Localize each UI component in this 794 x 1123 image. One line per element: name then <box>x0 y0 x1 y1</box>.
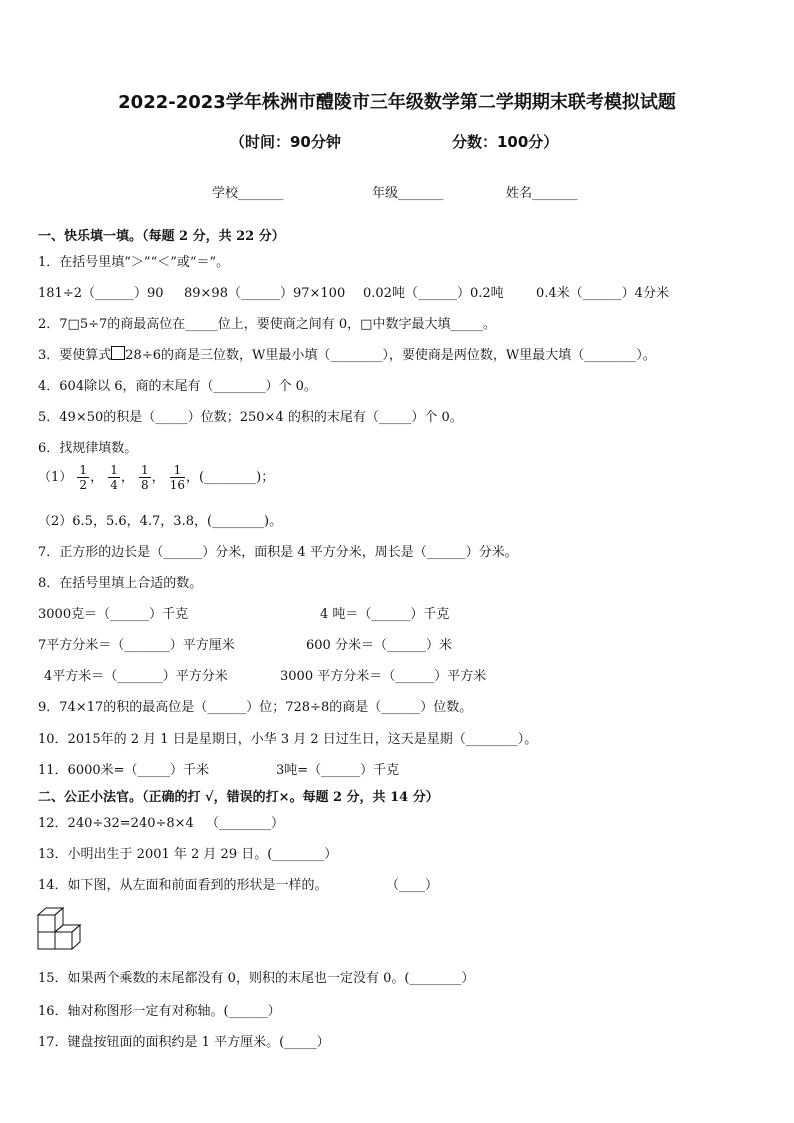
question-1: 1．在括号里填“＞”“＜”或“＝”。 <box>38 255 230 270</box>
question-14: 14．如下图，从左面和前面看到的形状是一样的。 <box>38 878 328 893</box>
q3-text-a: 3．要使算式 <box>38 348 112 363</box>
q8-item: 4 吨＝（______）千克 <box>320 607 450 622</box>
q3-text-b: 28÷6的商是三位数，W里最小填（________），要使商是两位数，W里最大填（________）。 <box>125 348 656 363</box>
q1-item: 0.4米（______）4分米 <box>536 286 669 301</box>
question-4: 4．604除以 6，商的末尾有（________）个 0。 <box>38 379 317 394</box>
question-11-a: 11．6000米=（_____）千米 <box>38 763 210 778</box>
question-9: 9．74×17的积的最高位是（______）位；728÷8的商是（______）位数。 <box>38 700 473 715</box>
name-field: 姓名_______ <box>506 186 578 201</box>
q6-1-label: （1） <box>38 470 73 485</box>
section-2-title: 二、公正小法官。（正确的打 √，错误的打×。每题 2 分，共 14 分） <box>38 790 439 805</box>
q8-item: 3000克＝（______）千克 <box>38 607 189 622</box>
question-16: 16．轴对称图形一定有对称轴。(______） <box>38 1004 281 1019</box>
fraction: $\frac{1}{4}$ <box>110 463 118 492</box>
q1-item: 89×98（______）97×100 <box>184 286 346 301</box>
exam-time: （时间：90分钟 <box>230 133 341 151</box>
q1-item: 0.02吨（______）0.2吨 <box>363 286 504 301</box>
section-1-title: 一、快乐填一填。（每题 2 分，共 22 分） <box>38 229 285 244</box>
question-6: 6．找规律填数。 <box>38 441 138 456</box>
school-field: 学校_______ <box>212 186 284 201</box>
fraction: $\frac{1}{16}$ <box>169 463 186 492</box>
page-title: 2022-2023学年株洲市醴陵市三年级数学第二学期期末联考模拟试题 <box>118 92 676 113</box>
question-17: 17．键盘按钮面的面积约是 1 平方厘米。(_____） <box>38 1035 330 1050</box>
cube-stack-figure <box>36 902 88 952</box>
square-box-icon <box>111 346 125 360</box>
question-13: 13．小明出生于 2001 年 2 月 29 日。(________） <box>38 847 338 862</box>
q8-item: 4平方米＝（_______）平方分米 <box>44 669 228 684</box>
grade-field: 年级_______ <box>372 186 444 201</box>
fraction: $\frac{1}{2}$ <box>79 463 88 492</box>
question-8: 8．在括号里填上合适的数。 <box>38 576 203 591</box>
question-15: 15．如果两个乘数的末尾都没有 0，则积的末尾也一定没有 0。(________） <box>38 971 475 986</box>
q8-item: 3000 平方分米＝（______）平方米 <box>280 669 487 684</box>
q8-item: 600 分米＝（______）米 <box>306 638 452 653</box>
fraction: $\frac{1}{8}$ <box>140 463 149 492</box>
question-10: 10．2015年的 2 月 1 日是星期日，小华 3 月 2 日过生日，这天是星期（________）。 <box>38 732 538 747</box>
question-6-1: （1） $\frac{1}{2}$ ， $\frac{1}{4}$ ， $\frac{1}{8}$ ， $\frac{1}{16}$ ，(________)； <box>38 463 275 492</box>
q8-item: 7平方分米＝（_______）平方厘米 <box>38 638 235 653</box>
exam-score: 分数：100分） <box>452 133 559 151</box>
question-3 <box>38 344 656 363</box>
question-5: 5．49×50的积是（_____）位数；250×4 的积的末尾有（_____）个 0。 <box>38 410 463 425</box>
q1-item: 181÷2（______）90 <box>38 286 164 301</box>
q12-blank: （________） <box>206 816 285 831</box>
question-2: 2．7□5÷7的商最高位在_____位上，要使商之间有 0，□中数字最大填_____。 <box>38 317 496 332</box>
question-6-2: （2）6.5，5.6，4.7，3.8，(________)。 <box>38 514 283 529</box>
q6-1-tail: ，(________)； <box>186 470 275 485</box>
question-7: 7．正方形的边长是（______）分米，面积是 4 平方分米，周长是（______）分米。 <box>38 545 518 560</box>
question-11-b: 3吨=（______）千克 <box>276 763 400 778</box>
question-12: 12．240÷32=240÷8×4 <box>38 816 194 831</box>
q14-blank: （____） <box>386 878 439 893</box>
